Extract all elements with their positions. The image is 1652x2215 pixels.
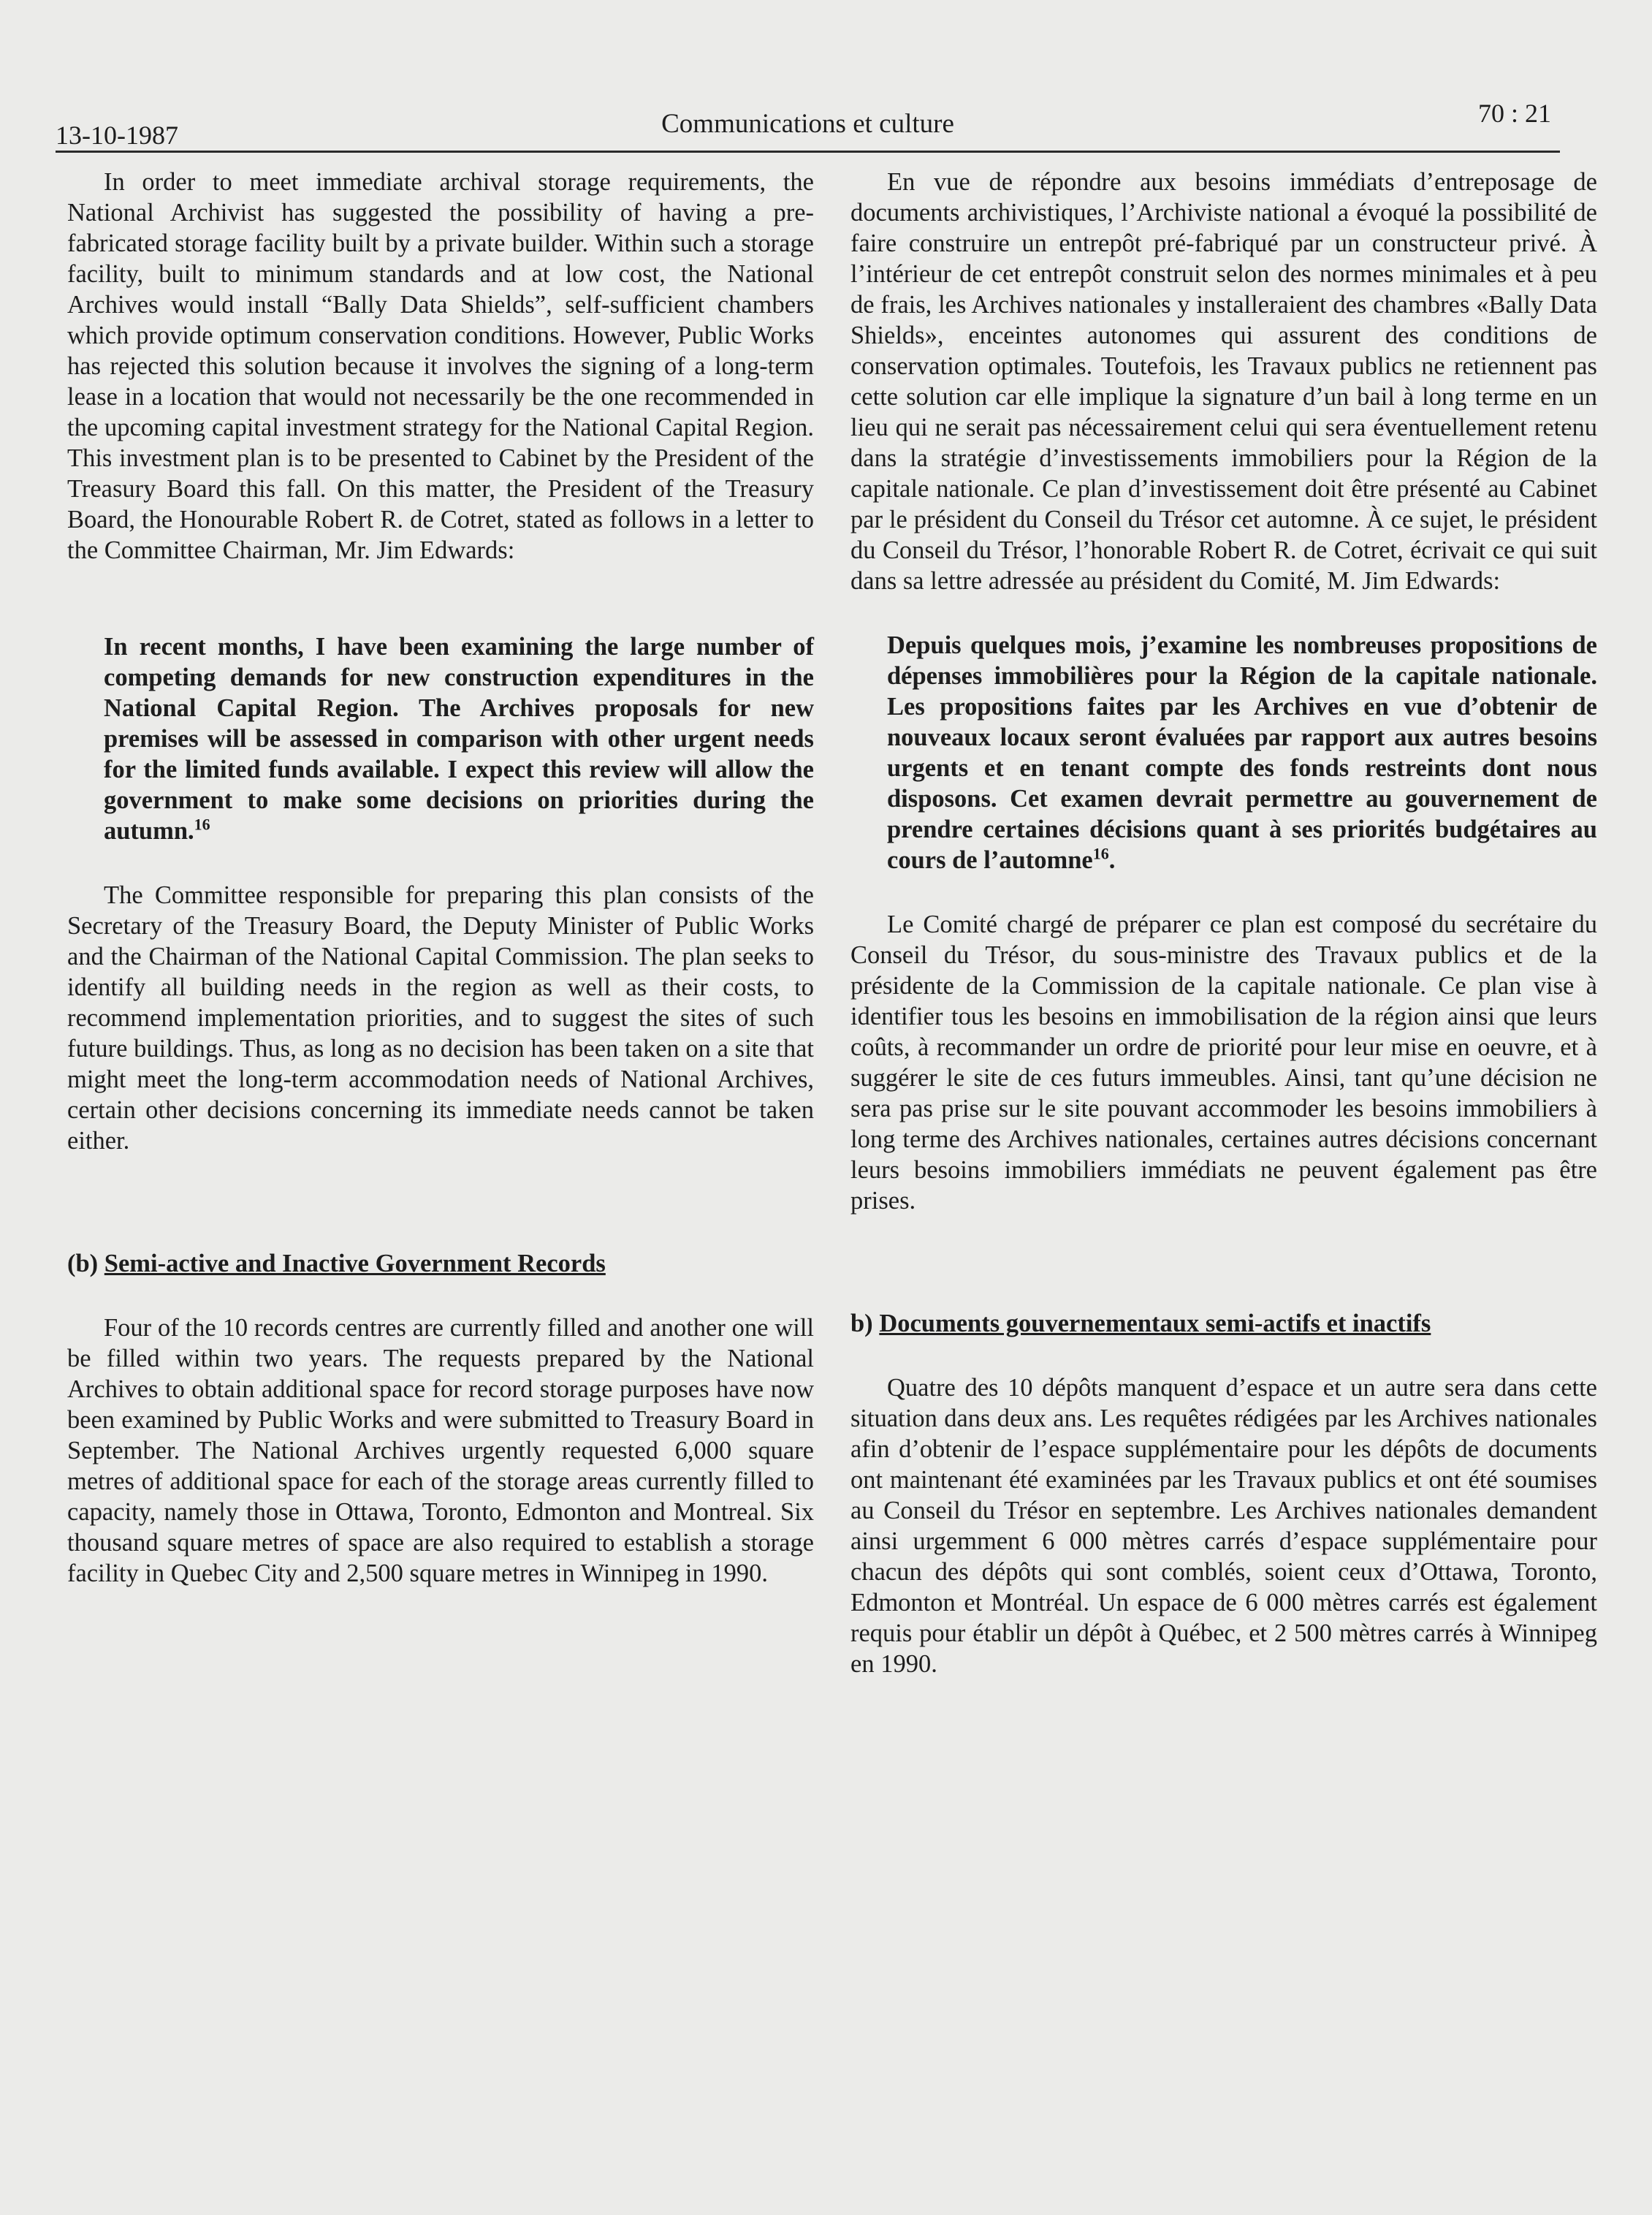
header-page-number: 70 : 21 (1477, 99, 1551, 128)
english-heading-prefix: (b) (67, 1250, 104, 1277)
english-column (67, 167, 814, 1589)
english-heading-text: Semi-active and Inactive Government Records (104, 1250, 606, 1277)
english-paragraph-3: Four of the 10 records centres are currently filled and another one will be filled within two years. The requests prepared by the National Archives to obtain additional space for record storage purposes have now been examined by Public Works and were submitted to Treasury Board in September. The National Archives urgently requested 6,000 square metres of additional space for each of the storage areas currently filled to capacity, namely those in Ottawa, Toronto, Edmonton and Montreal. Six thousand square metres of space are also required to establish a storage facility in Quebec City and 2,500 square metres in Winnipeg in 1990. (67, 1314, 814, 1587)
french-column (850, 167, 1597, 1679)
header-rule (56, 151, 1560, 153)
french-heading-prefix: b) (850, 1310, 880, 1337)
header-title: Communications et culture (661, 109, 954, 139)
french-quote (887, 630, 1597, 875)
french-paragraph-3: Quatre des 10 dépôts manquent d’espace et un autre sera dans cette situation dans deux ans. Les requêtes rédigées par les Archives nationales afin d’obtenir de l’espace supplémentaire pour les dépôts de documents ont maintenant été examinées par les Travaux publics et ont été soumises au Conseil du Trésor en septembre. Les Archives nationales demandent ainsi urgemment 6 000 mètres carrés d’espace supplémentaire pour chacun des dépôts qui sont comblés, soient ceux d’Ottawa, Toronto, Edmonton et Montréal. Un espace de 6 000 mètres carrés est également requis pour établir un dépôt à Québec, et 2 500 mètres carrés à Winnipeg en 1990. (850, 1374, 1597, 1678)
page-header (56, 94, 1560, 152)
french-heading-text: Documents gouvernementaux semi-actifs et inactifs (879, 1310, 1431, 1337)
english-paragraph-1: In order to meet immediate archival storage requirements, the National Archivist has suggested the possibility of having a pre-fabricated storage facility built by a private builder. Within such a storage facility, built to minimum standards and at low cost, the National Archives would install “Bally Data Shields”, self-sufficient chambers which provide optimum conservation conditions. However, Public Works has rejected this solution because it involves the signing of a long-term lease in a location that would not necessarily be the one recommended in the upcoming capital investment strategy for the National Capital Region. This investment plan is to be presented to Cabinet by the President of the Treasury Board this fall. On this matter, the President of the Treasury Board, the Honourable Robert R. de Cotret, stated as follows in a letter to the Committee Chairman, Mr. Jim Edwards: (67, 168, 814, 564)
french-section-heading (850, 1308, 1597, 1339)
french-paragraph-2: Le Comité chargé de préparer ce plan est composé du secrétaire du Conseil du Trésor, du sous-ministre des Travaux publics et de la présidente de la Commission de la capitale nationale. Ce plan vise à identifier tous les besoins en immobilisation de la région ainsi que leurs coûts, à recommander un ordre de priorité pour leur mise en oeuvre, et à suggérer le site de ces futurs immeubles. Ainsi, tant qu’une décision ne sera pas prise sur le site pouvant accommoder les besoins immobiliers à long terme des Archives nationales, certaines autres décisions concernant leurs besoins immobiliers immédiats ne peuvent également pas être prises. (850, 911, 1597, 1215)
english-quote (104, 631, 814, 846)
french-paragraph-1: En vue de répondre aux besoins immédiats d’entreposage de documents archivistiques, l’Archiviste national a évoqué la possibilité de faire construire un entrepôt pré-fabriqué par un constructeur privé. À l’intérieur de cet entrepôt construit selon des normes minimales et à peu de frais, les Archives nationales y installeraient des chambres «Bally Data Shields», enceintes autonomes qui assurent des conditions de conservation optimales. Toutefois, les Travaux publics ne retiennent pas cette solution car elle implique la signature d’un bail à long terme en un lieu qui ne serait pas nécessairement celui qui sera éventuellement retenu dans la stratégie d’investissements immobiliers pour la Région de la capitale nationale. Ce plan d’investissement doit être présenté au Cabinet par le président du Conseil du Trésor cet automne. À ce sujet, le président du Conseil du Trésor, l’honorable Robert R. de Cotret, écrivait ce qui suit dans sa lettre adressée au président du Comité, M. Jim Edwards: (850, 168, 1597, 595)
english-section-heading (67, 1248, 814, 1279)
french-quote-footnote: 16 (1092, 844, 1109, 863)
english-paragraph-2: The Committee responsible for preparing this plan consists of the Secretary of the Treasury Board, the Deputy Minister of Public Works and the Chairman of the National Capital Commission. The plan seeks to identify all building needs in the region as well as their costs, to recommend implementation priorities, and to suggest the sites of such future buildings. Thus, as long as no decision has been taken on a site that might meet the long-term accommodation needs of National Archives, certain other decisions concerning its immediate needs cannot be taken either. (67, 881, 814, 1155)
english-quote-footnote: 16 (194, 815, 210, 834)
header-date: 13-10-1987 (56, 121, 178, 150)
english-quote-text: In recent months, I have been examining the large number of competing demands for new construction expenditures in the National Capital Region. The Archives proposals for new premises will be assessed in comparison with other urgent needs for the limited funds available. I expect this review will allow the government to make some decisions on priorities during the autumn. (104, 633, 814, 845)
french-quote-end: . (1108, 846, 1116, 874)
french-quote-text: Depuis quelques mois, j’examine les nombreuses propositions de dépenses immobilières pour la Région de la capitale nationale. Les propositions faites par les Archives en vue d’obtenir de nouveaux locaux seront évaluées par rapport aux autres besoins urgents et en tenant compte des fonds restreints dont nous disposons. Cet examen devrait permettre au gouvernement de prendre certaines décisions quant à ses priorités budgétaires au cours de l’automne (887, 631, 1597, 874)
